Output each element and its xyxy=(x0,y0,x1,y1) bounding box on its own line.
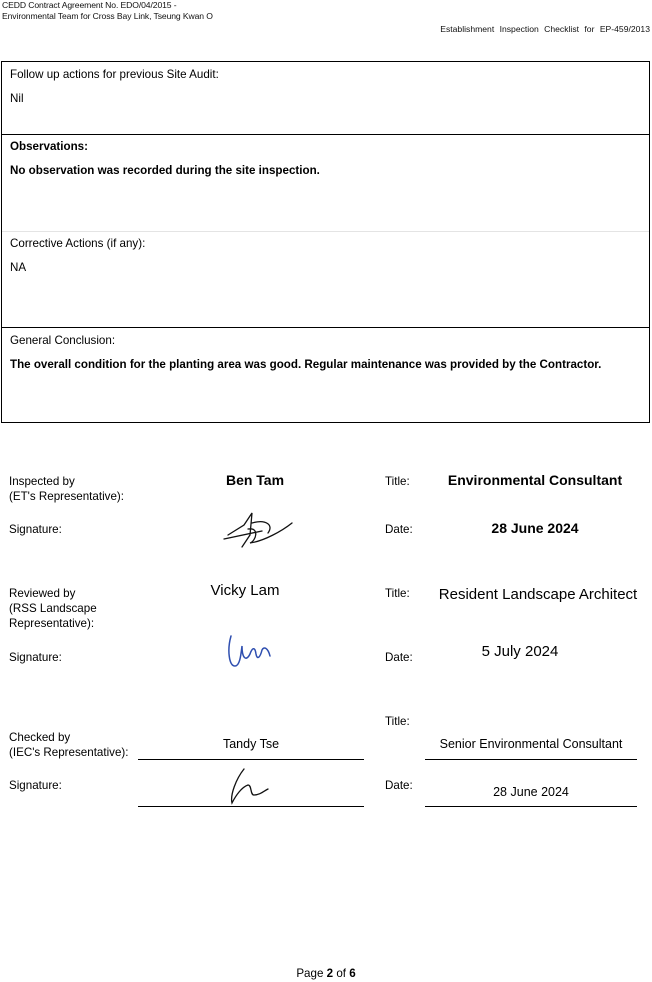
checker-name: Tandy Tse xyxy=(222,737,280,751)
signature-line xyxy=(138,806,364,807)
date-label: Date: xyxy=(385,651,413,664)
checklist-box xyxy=(1,61,650,423)
corrective-body: NA xyxy=(10,261,27,274)
title-label: Title: xyxy=(385,587,410,600)
date-line xyxy=(425,806,637,807)
page-number: 2 xyxy=(326,967,334,980)
conclusion-body: The overall condition for the planting area was good. Regular maintenance was provided by the Contractor. xyxy=(10,358,602,371)
review-date: 5 July 2024 xyxy=(481,643,559,660)
reviewer-signature xyxy=(224,632,282,674)
page-footer xyxy=(0,967,652,980)
follow-up-title: Follow up actions for previous Site Audit: xyxy=(10,68,219,81)
inspector-signature xyxy=(222,505,296,555)
of-word: of xyxy=(336,967,346,980)
observations-section xyxy=(2,135,649,231)
conclusion-section xyxy=(2,328,649,422)
inspected-by-label: Inspected by (ET's Representative): xyxy=(9,475,124,503)
reviewed-by-label: Reviewed by (RSS Landscape Representative): xyxy=(9,587,97,630)
reviewer-title: Resident Landscape Architect xyxy=(438,586,638,603)
signature-label: Signature: xyxy=(9,779,62,792)
checked-by-label: Checked by (IEC's Representative): xyxy=(9,731,129,759)
checklist-title: Establishment Inspection Checklist for EP-459/2013 xyxy=(440,24,650,34)
title-label: Title: xyxy=(385,475,410,488)
signature-label: Signature: xyxy=(9,651,62,664)
checker-title: Senior Environmental Consultant xyxy=(439,737,623,751)
inspector-name: Ben Tam xyxy=(225,472,285,488)
team-name: Environmental Team for Cross Bay Link, Tseung Kwan O xyxy=(2,11,213,21)
date-label: Date: xyxy=(385,779,413,792)
corrective-section xyxy=(2,232,649,327)
name-line xyxy=(138,759,364,760)
observations-body: No observation was recorded during the site inspection. xyxy=(10,164,320,177)
document-header-left xyxy=(2,0,213,22)
conclusion-title: General Conclusion: xyxy=(10,334,116,347)
signature-label: Signature: xyxy=(9,523,62,536)
page-total: 6 xyxy=(349,967,356,980)
check-date: 28 June 2024 xyxy=(493,785,569,799)
inspection-date: 28 June 2024 xyxy=(491,520,579,536)
contract-number: CEDD Contract Agreement No. EDO/04/2015 - xyxy=(2,0,177,10)
title-label: Title: xyxy=(385,715,410,728)
reviewer-name: Vicky Lam xyxy=(210,582,280,599)
page-word: Page xyxy=(296,967,324,980)
checker-signature xyxy=(218,765,274,807)
follow-up-body: Nil xyxy=(10,92,24,105)
date-label: Date: xyxy=(385,523,413,536)
observations-title: Observations: xyxy=(10,140,88,153)
corrective-title: Corrective Actions (if any): xyxy=(10,237,146,250)
follow-up-section xyxy=(2,62,649,134)
inspector-title: Environmental Consultant xyxy=(447,472,623,488)
title-line xyxy=(425,759,637,760)
